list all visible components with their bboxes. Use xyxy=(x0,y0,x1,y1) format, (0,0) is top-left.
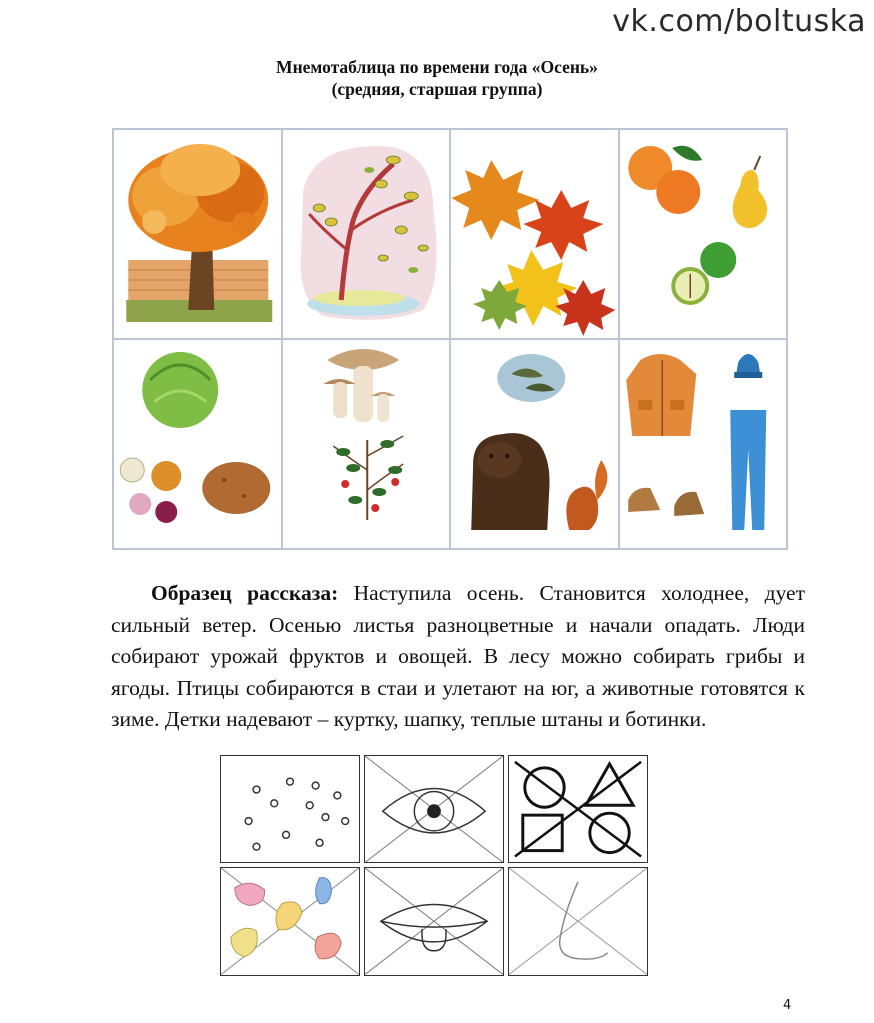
fruits-picture xyxy=(619,129,788,339)
crossed-nose-symbol xyxy=(508,867,648,975)
title-line-1: Мнемотаблица по времени года «Осень» xyxy=(276,57,598,77)
mnemonic-picture-grid xyxy=(112,128,788,550)
story-paragraph xyxy=(111,578,805,736)
maple-leaves-picture xyxy=(450,129,619,339)
animals-birds-picture xyxy=(450,339,619,549)
crossed-color-blots-symbol xyxy=(220,867,360,975)
mushrooms-berries-picture xyxy=(282,339,451,549)
watermark: vk.com/boltuska xyxy=(612,4,866,39)
dots-symbol xyxy=(220,755,360,863)
sample-story xyxy=(111,578,805,736)
crossed-shapes-symbol xyxy=(508,755,648,863)
page-title xyxy=(0,56,874,100)
story-lead: Образец рассказа: xyxy=(151,581,339,605)
vegetables-picture xyxy=(113,339,282,549)
clothes-picture xyxy=(619,339,788,549)
crossed-mouth-symbol xyxy=(364,867,504,975)
page-number: 4 xyxy=(783,998,792,1013)
title-line-2: (средняя, старшая группа) xyxy=(331,79,543,99)
autumn-tree-picture xyxy=(113,129,282,339)
story-text: Наступила осень. Становится холоднее, дует сильный ветер. Осенью листья разноцветные и начали опадать. Люди собирают урожай фруктов и овощей. В лесу можно собирать грибы и ягоды. Птицы собираются в стаи и улетают на юг, а животные готовятся к зиме. Детки надевают – куртку, шапку, теплые штаны и ботинки. xyxy=(111,581,805,731)
windy-tree-picture xyxy=(282,129,451,339)
crossed-eye-symbol xyxy=(364,755,504,863)
symbols-grid xyxy=(220,755,648,975)
